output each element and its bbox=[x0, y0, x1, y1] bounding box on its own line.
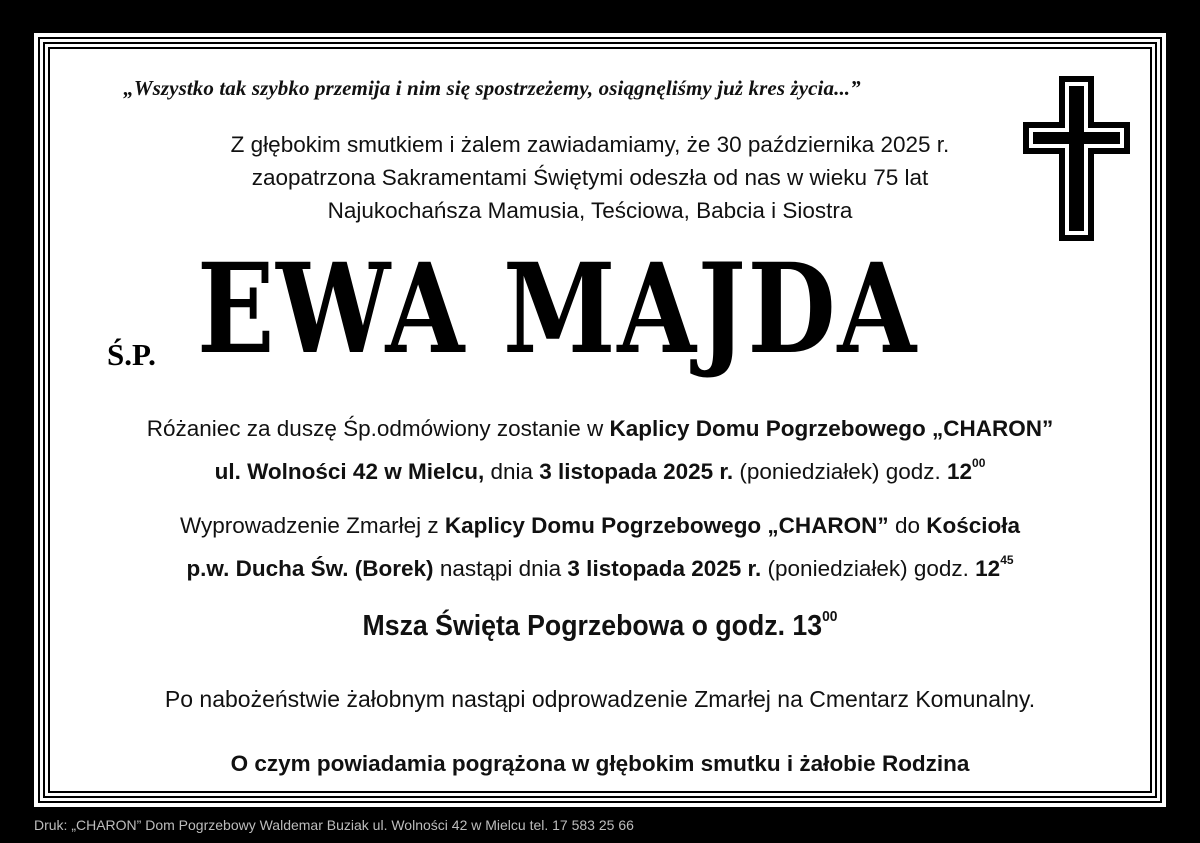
rosary-day: (poniedziałek) godz. bbox=[733, 459, 948, 484]
procession-line-1 bbox=[60, 509, 1140, 543]
procession-church-1: Kościoła bbox=[926, 513, 1020, 538]
procession-line-2 bbox=[60, 543, 1140, 586]
mass-text: Msza Święta Pogrzebowa o godz. 13 bbox=[362, 610, 823, 642]
procession-place: Kaplicy Domu Pogrzebowego „CHARON” bbox=[444, 513, 889, 538]
rosary-hour: 12 bbox=[947, 459, 973, 484]
procession-date-prefix: nastąpi dnia bbox=[433, 556, 568, 581]
rosary-text: Różaniec za duszę Śp.odmówiony zostanie w bbox=[146, 416, 610, 441]
procession-minutes: 45 bbox=[1000, 553, 1014, 567]
procession-text: Wyprowadzenie Zmarłej z bbox=[180, 513, 445, 538]
procession-church-2: p.w. Ducha Św. (Borek) bbox=[186, 556, 434, 581]
rosary-date: 3 listopada 2025 r. bbox=[539, 459, 734, 484]
burial-line: Po nabożeństwie żałobnym nastąpi odprowadzenie Zmarłej na Cmentarz Komunalny. bbox=[164, 686, 1036, 712]
intro-line-2: zaopatrzona Sakramentami Świętymi odeszła od nas w wieku 75 lat bbox=[251, 165, 929, 190]
cross-icon bbox=[1023, 76, 1130, 241]
printer-footer: Druk: „CHARON” Dom Pogrzebowy Waldemar Buziak ul. Wolności 42 w Mielcu tel. 17 583 25 66 bbox=[34, 817, 634, 833]
family-line: O czym powiadamia pogrążona w głębokim smutku i żałobie Rodzina bbox=[230, 751, 970, 776]
motto-quote: „Wszystko tak szybko przemija i nim się spostrzeżemy, osiągnęliśmy już kres życia...” bbox=[123, 76, 861, 100]
rosary-line-1 bbox=[60, 412, 1140, 446]
rosary-minutes: 00 bbox=[972, 456, 986, 470]
procession-paragraph bbox=[60, 509, 1140, 586]
intro-line-1: Z głębokim smutkiem i żalem zawiadamiamy, że 30 października 2025 r. bbox=[230, 132, 950, 157]
procession-date: 3 listopada 2025 r. bbox=[567, 556, 762, 581]
procession-hour: 12 bbox=[975, 556, 1001, 581]
intro-line-3: Najukochańsza Mamusia, Teściowa, Babcia i Siostra bbox=[327, 198, 853, 223]
mass-line bbox=[103, 608, 1097, 643]
rosary-date-prefix: dnia bbox=[484, 459, 540, 484]
procession-to: do bbox=[888, 513, 927, 538]
intro-text bbox=[110, 128, 1070, 227]
rosary-paragraph bbox=[60, 412, 1140, 489]
mass-minutes: 00 bbox=[822, 608, 838, 625]
procession-day: (poniedziałek) godz. bbox=[761, 556, 976, 581]
rosary-line-2 bbox=[60, 446, 1140, 489]
name-prefix: Ś.P. bbox=[107, 337, 156, 372]
deceased-name: EWA MAJDA bbox=[197, 237, 918, 382]
rosary-place: Kaplicy Domu Pogrzebowego „CHARON” bbox=[609, 416, 1054, 441]
rosary-address: ul. Wolności 42 w Mielcu, bbox=[214, 459, 485, 484]
